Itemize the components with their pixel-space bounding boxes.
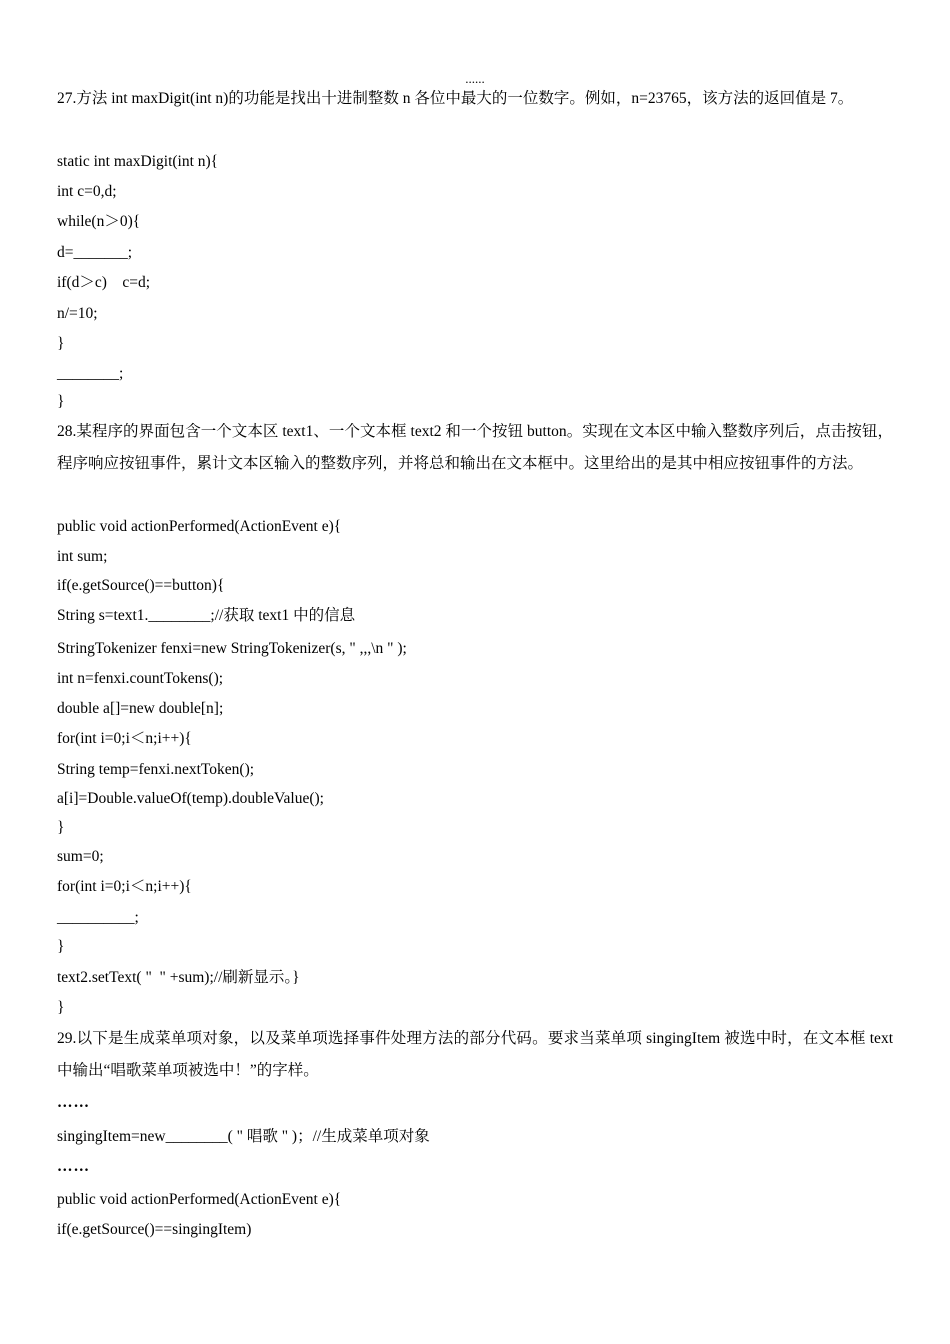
code-line: n/=10;: [57, 305, 98, 322]
code-line: int c=0,d;: [57, 183, 117, 200]
code-line: __________;: [57, 909, 139, 926]
code-line: d=_______;: [57, 244, 133, 261]
code-line: ________;: [57, 365, 124, 382]
code-line: }: [57, 999, 65, 1016]
code-line: static int maxDigit(int n){: [57, 153, 219, 170]
code-line: String s=text1.________;//获取 text1 中的信息: [57, 607, 356, 624]
code-line: if(d＞c) c=d;: [57, 274, 151, 291]
code-line: }: [57, 819, 65, 836]
q28-text: 28.某程序的界面包含一个文本区 text1、一个文本框 text2 和一个按钮 button。实现在文本区中输入整数序列后，点击按钮，程序响应按钮事件，累计文本区输入的整数序列，并将总和输出在文本框中。这里给出的是其中相应按钮事件的方法。: [57, 423, 893, 472]
code-line: }: [57, 393, 65, 410]
q27-text: 27.方法 int maxDigit(int n)的功能是找出十进制整数 n 各位中最大的一位数字。例如，n=23765，该方法的返回值是 7。: [57, 90, 854, 107]
code-line: text2.setText( " " +sum);//刷新显示。}: [57, 969, 300, 986]
code-line: a[i]=Double.valueOf(temp).doubleValue();: [57, 790, 324, 807]
q29-text: 29.以下是生成菜单项对象，以及菜单项选择事件处理方法的部分代码。要求当菜单项 singingItem 被选中时，在文本框 text 中输出“唱歌菜单项被选中！”的字样。: [57, 1030, 893, 1079]
ellipsis: ……: [57, 1094, 90, 1111]
code-line: int sum;: [57, 548, 108, 565]
code-line: sum=0;: [57, 848, 104, 865]
top-ellipsis: ......: [465, 71, 485, 86]
code-line: if(e.getSource()==singingItem): [57, 1221, 252, 1238]
code-line: for(int i=0;i＜n;i++){: [57, 730, 192, 747]
code-line: }: [57, 938, 65, 955]
code-line: public void actionPerformed(ActionEvent e){: [57, 518, 342, 535]
ellipsis: ……: [57, 1158, 90, 1175]
code-line: double a[]=new double[n];: [57, 700, 224, 717]
code-line: int n=fenxi.countTokens();: [57, 670, 224, 687]
code-line: StringTokenizer fenxi=new StringTokenizer(s, " ,,,\n " );: [57, 640, 407, 657]
code-line: while(n＞0){: [57, 213, 141, 230]
code-line: singingItem=new________( " 唱歌 " )；//生成菜单项对象: [57, 1128, 430, 1145]
code-line: }: [57, 335, 65, 352]
code-line: if(e.getSource()==button){: [57, 577, 225, 594]
code-line: for(int i=0;i＜n;i++){: [57, 878, 192, 895]
code-line: String temp=fenxi.nextToken();: [57, 761, 255, 778]
code-line: public void actionPerformed(ActionEvent e){: [57, 1191, 342, 1208]
